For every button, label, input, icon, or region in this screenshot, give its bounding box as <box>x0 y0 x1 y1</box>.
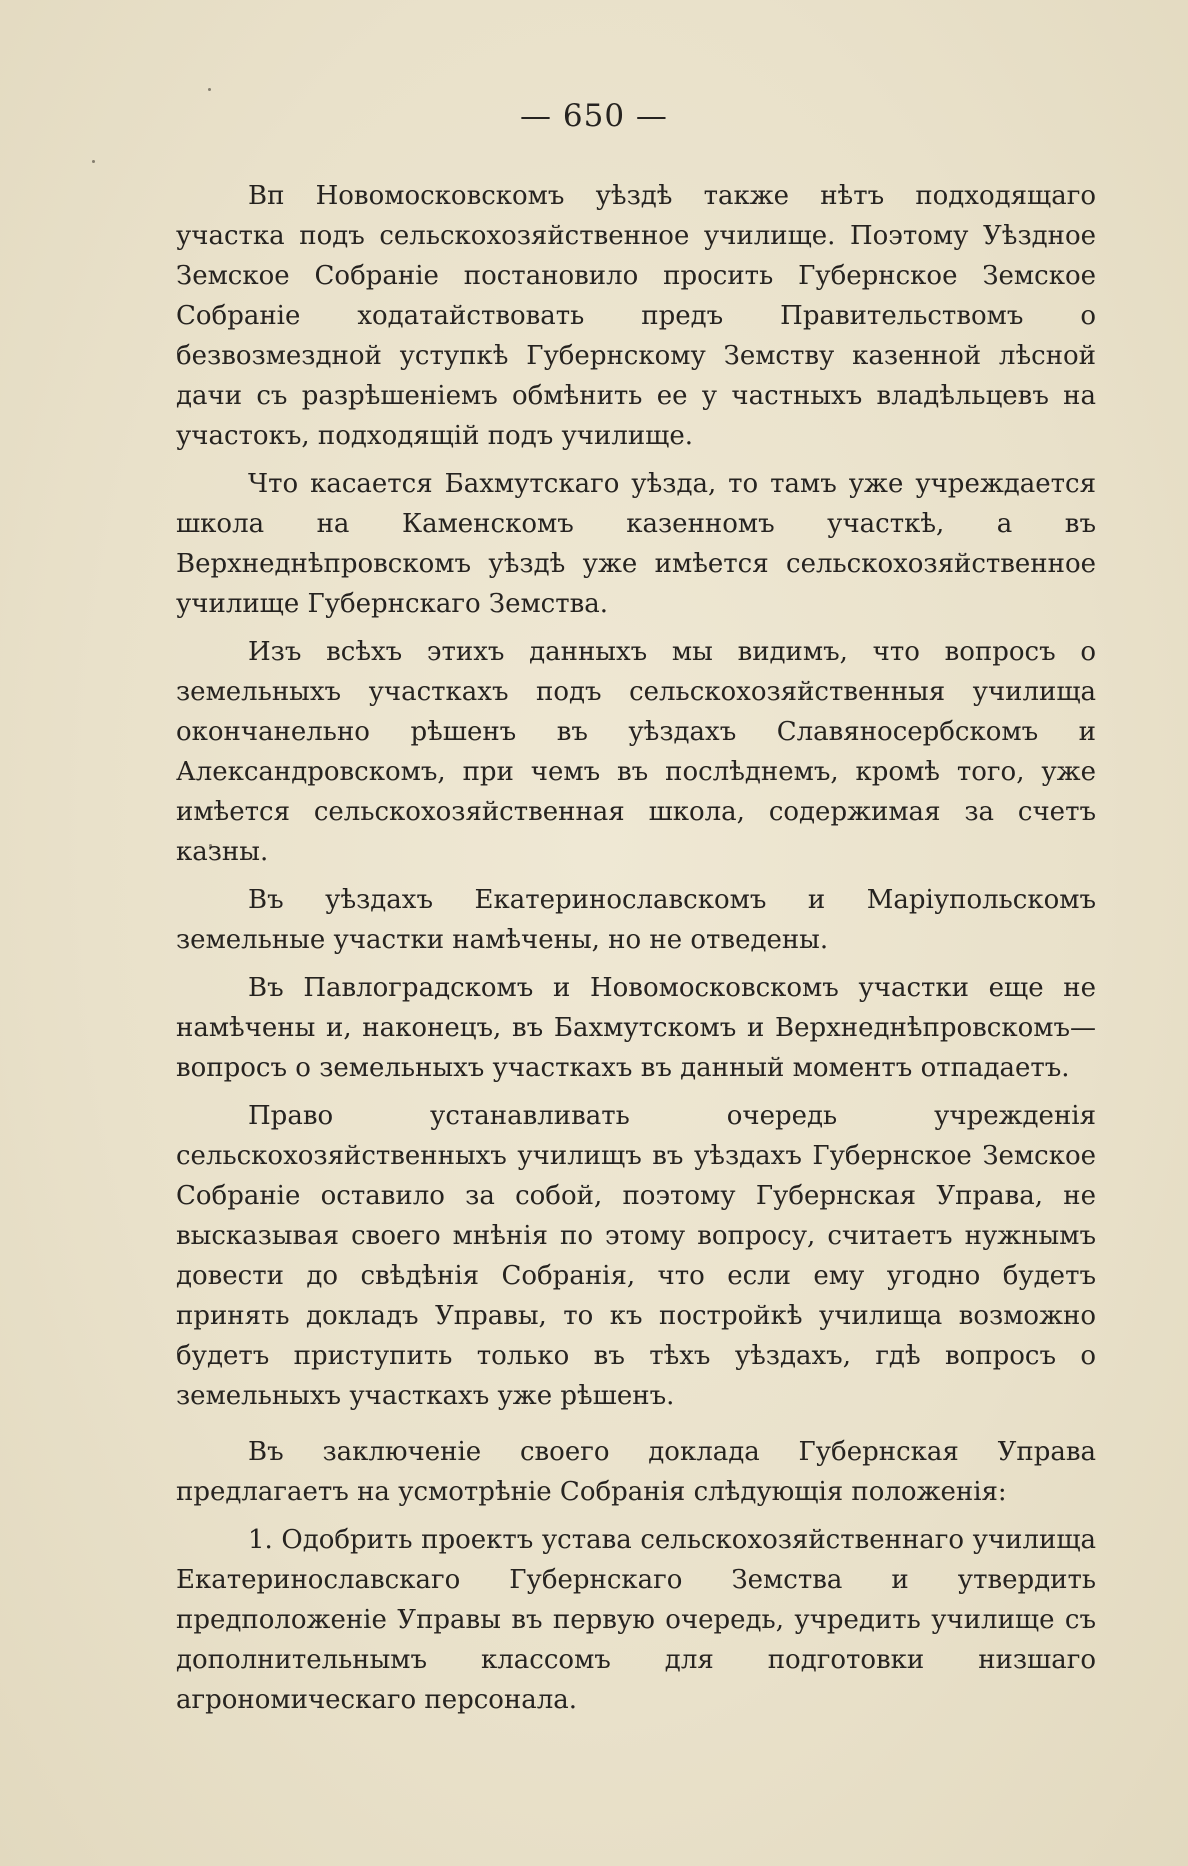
paragraph: Что касается Бахмутскаго уѣзда, то тамъ уже учреждается школа на Каменскомъ казенномъ участкѣ, а въ Верхнеднѣпровскомъ уѣздѣ уже имѣется сельскохозяйственное училище Губернскаго Земства. <box>176 469 1096 619</box>
paragraph: Въ уѣздахъ Екатеринославскомъ и Маріупольскомъ земельные участки намѣчены, но не отведены. <box>176 885 1096 955</box>
body-text <box>176 176 1096 1720</box>
paragraph: Право устанавливать очередь учрежденія сельскохозяйственныхъ училищъ въ уѣздахъ Губернское Земское Собраніе оставило за собой, поэтому Губернская Управа, не высказывая своего мнѣнія по этому вопросу, считаетъ нужнымъ довести до свѣдѣнія Собранія, что если ему угодно будетъ принять докладъ Управы, то къ постройкѣ училища возможно будетъ приступить только въ тѣхъ уѣздахъ, гдѣ вопросъ о земельныхъ участкахъ уже рѣшенъ. <box>176 1101 1096 1411</box>
page-number: — 650 — <box>520 98 668 134</box>
paragraph: Въ заключеніе своего доклада Губернская Управа предлагаетъ на усмотрѣніе Собранія слѣдующія положенія: <box>176 1437 1096 1507</box>
paper-speck <box>92 160 95 163</box>
paragraph: Вп Новомосковскомъ уѣздѣ также нѣтъ подходящаго участка подъ сельскохозяйственное училище. Поэтому Уѣздное Земское Собраніе постановило просить Губернское Земское Собраніе ходатайствовать предъ Правительствомъ о безвозмездной уступкѣ Губернскому Земству казенной лѣсной дачи съ разрѣшеніемъ обмѣнить ее у частныхъ владѣльцевъ на участокъ, подходящій подъ училище. <box>176 181 1096 451</box>
list-item: 1. Одобрить проектъ устава сельскохозяйственнаго училища Екатеринославскаго Губернскаго Земства и утвердить предположеніе Управы въ первую очередь, учредить училище съ дополнительнымъ классомъ для подготовки низшаго агрономическаго персонала. <box>176 1525 1096 1715</box>
paragraph: Изъ всѣхъ этихъ данныхъ мы видимъ, что вопросъ о земельныхъ участкахъ подъ сельскохозяйственныя училища окончанельно рѣшенъ въ уѣздахъ Славяносербскомъ и Александровскомъ, при чемъ въ послѣднемъ, кромѣ того, уже имѣется сельскохозяйственная школа, содержимая за счетъ казны. <box>176 637 1096 867</box>
paper-speck <box>208 88 211 91</box>
paragraph: Въ Павлоградскомъ и Новомосковскомъ участки еще не намѣчены и, наконецъ, въ Бахмутскомъ и Верхнеднѣпровскомъ— вопросъ о земельныхъ участкахъ въ данный моментъ отпадаетъ. <box>176 973 1096 1083</box>
